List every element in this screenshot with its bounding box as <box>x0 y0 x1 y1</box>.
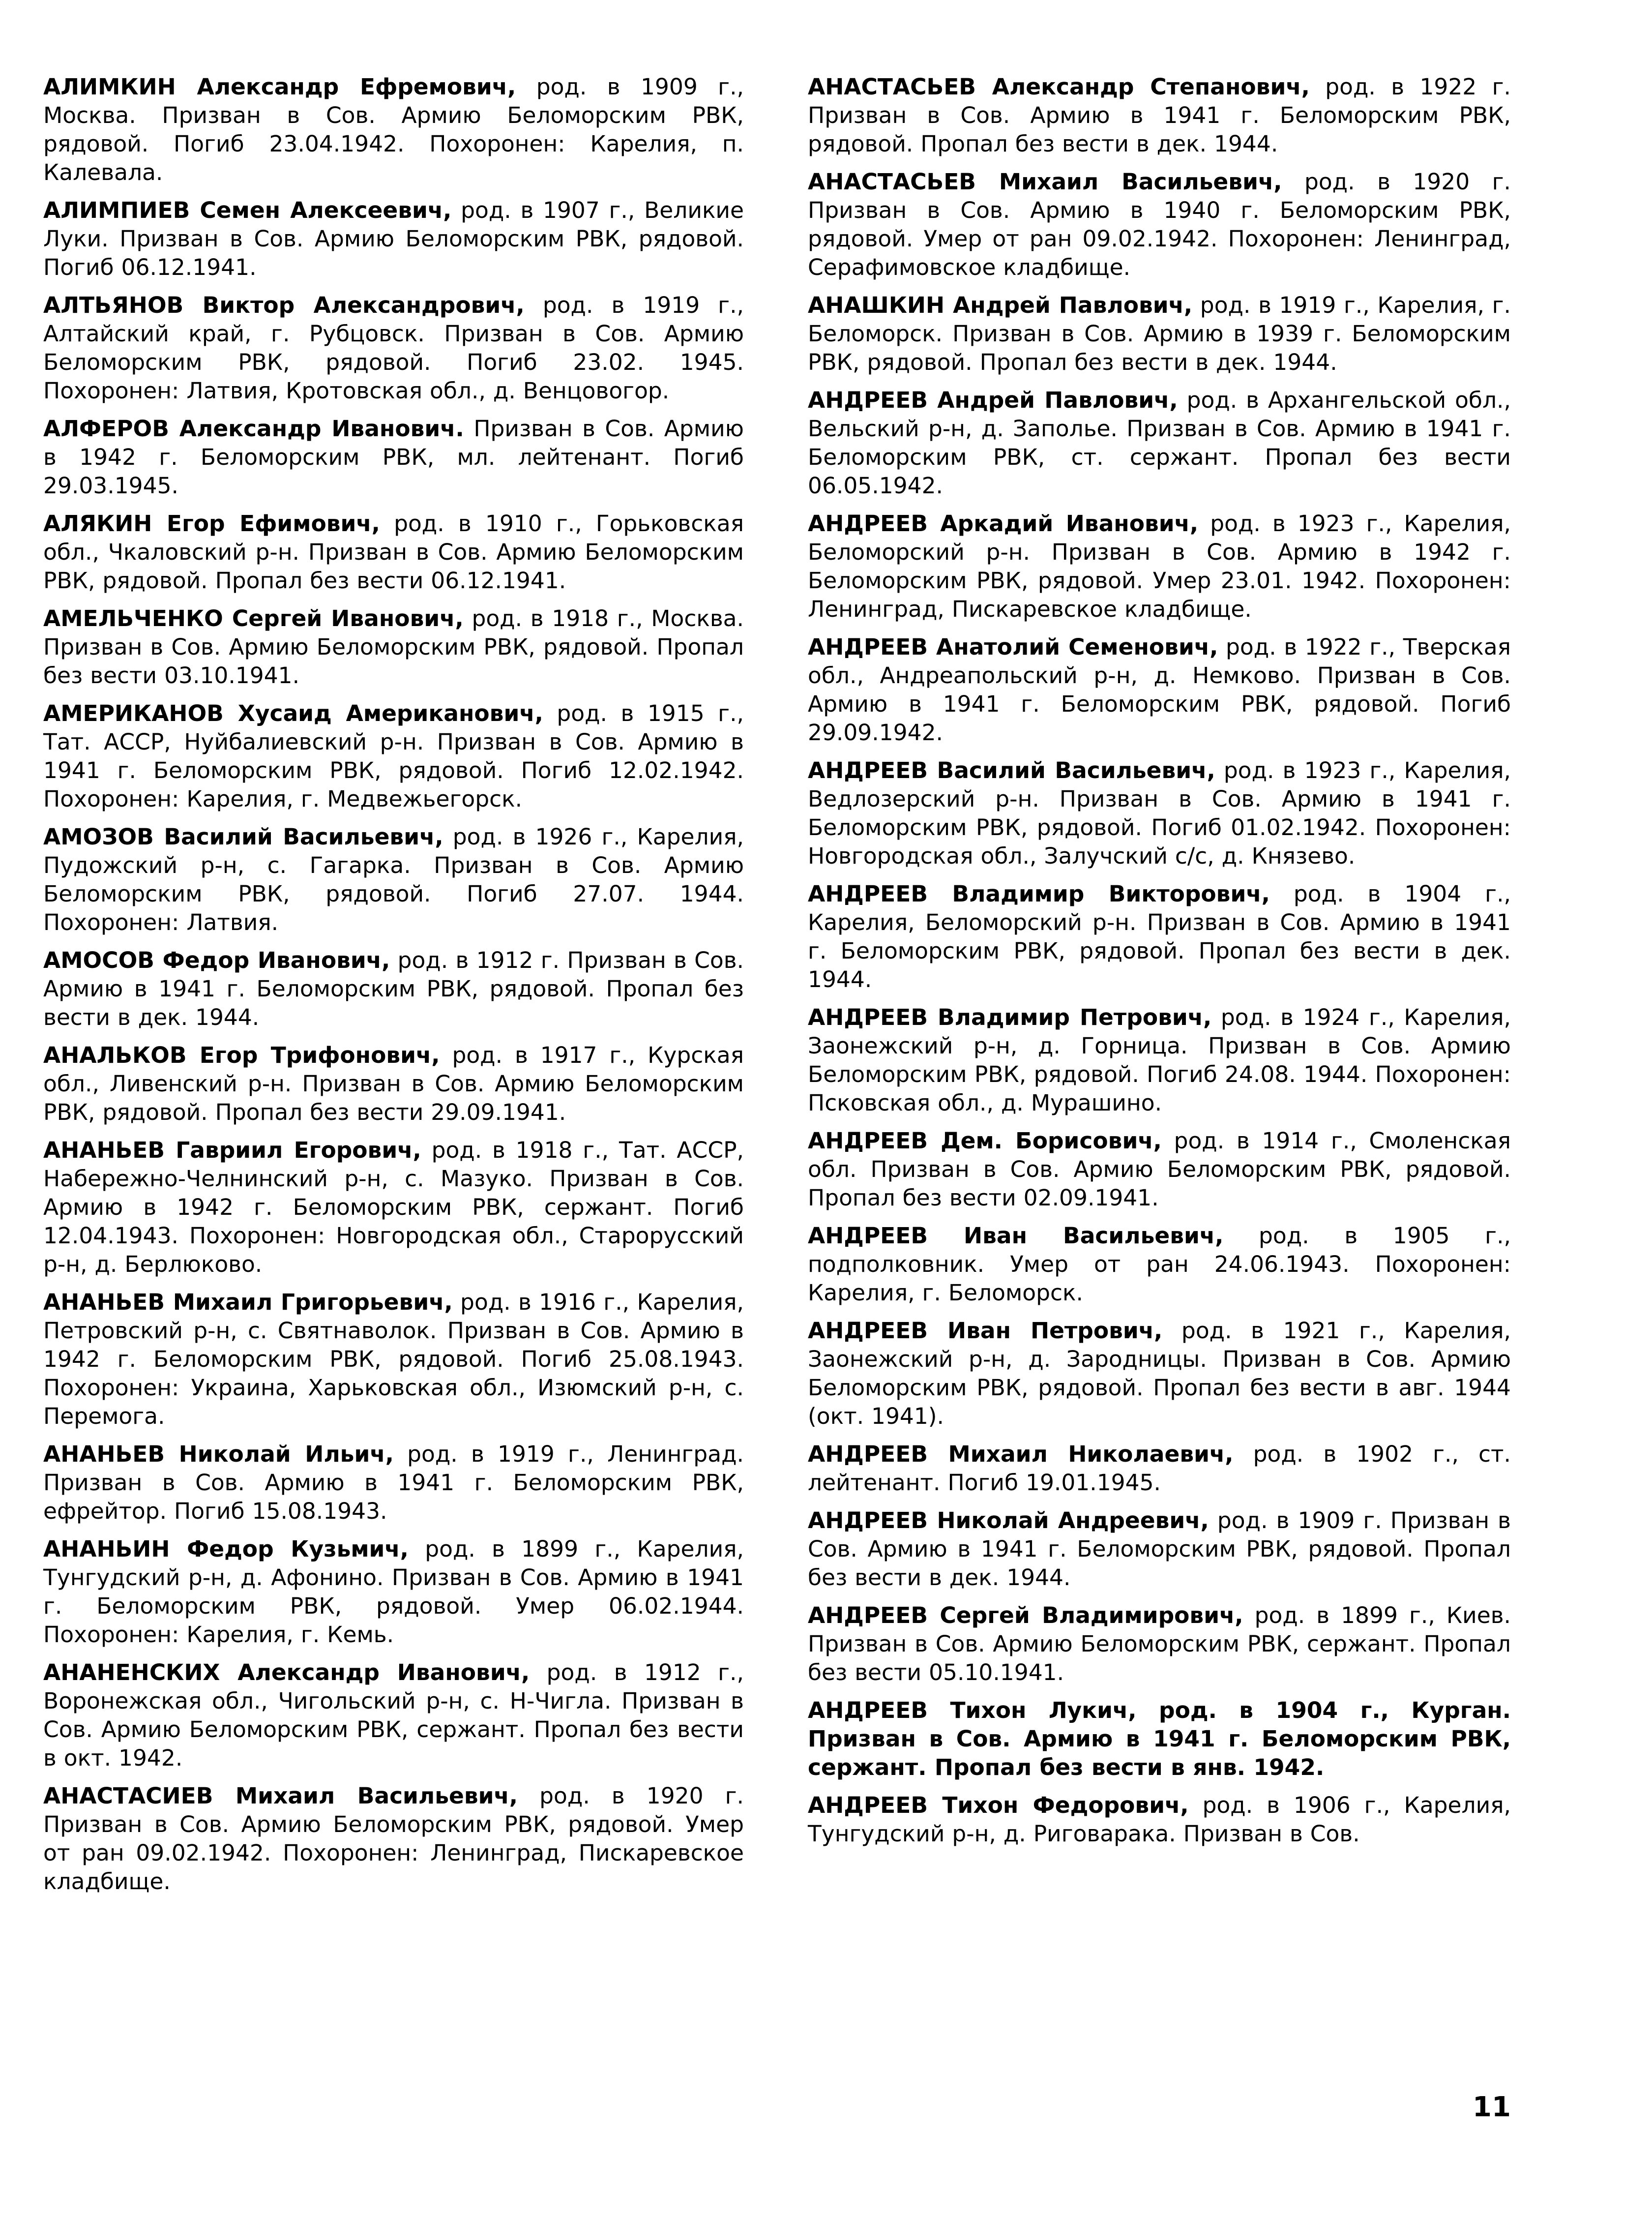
entry <box>808 1127 1511 1212</box>
entry-name: АЛФЕРОВ Александр Иванович. <box>43 416 464 442</box>
entry-name: АМЕЛЬЧЕНКО Сергей Иванович, <box>43 605 464 631</box>
right-column <box>808 73 1511 1858</box>
entry-name: АЛЯКИН Егор Ефимович, <box>43 511 380 537</box>
entry-details: род. в 1921 г., Карелия, Заонежский р-н, д. Зародницы. Призван в Сов. Армию Беломорским РВК, рядовой. Пропал без вести в авг. 1944 (окт. 1941). <box>808 1318 1511 1429</box>
entry-name: АНАСТАСЬЕВ Александр Степанович, <box>808 74 1310 100</box>
entry <box>43 1535 744 1649</box>
entry-details: род. в 1909 г., Москва. Призван в Сов. Армию Беломорским РВК, рядовой. Погиб 23.04.1942. Похоронен: Карелия, п. Калевала. <box>43 74 744 185</box>
entry <box>808 291 1511 377</box>
entry-details: род. в 1918 г., Москва. Призван в Сов. Армию Беломорским РВК, рядовой. Пропал без вести 03.10.1941. <box>43 605 744 689</box>
entry <box>808 1440 1511 1497</box>
entry-name: АНАНЬЕВ Михаил Григорьевич, <box>43 1289 453 1315</box>
entry-name: АНДРЕЕВ Андрей Павлович, <box>808 387 1178 413</box>
entry-name: АНАСТАСЬЕВ Михаил Васильевич, <box>808 169 1282 195</box>
entry-name: АНАНЬЕВ Николай Ильич, <box>43 1441 394 1467</box>
entry-name: АЛТЬЯНОВ Виктор Александрович, <box>43 292 525 318</box>
entry-name: АНАНЬЕВ Гавриил Егорович, <box>43 1137 421 1163</box>
entry-details: род. в 1923 г., Карелия, Беломорский р-н. Призван в Сов. Армию в 1942 г. Беломорским РВК, рядовой. Умер 23.01. 1942. Похоронен: Ленинград, Пискаревское кладбище. <box>808 511 1511 622</box>
left-column <box>43 73 744 1905</box>
entry <box>43 73 744 187</box>
entry-details: род. в 1926 г., Карелия, Пудожский р-н, с. Гагарка. Призван в Сов. Армию Беломорским РВК, рядовой. Погиб 27.07. 1944. Похоронен: Латвия. <box>43 824 744 935</box>
entry-name: АНАЛЬКОВ Егор Трифонович, <box>43 1042 440 1068</box>
entry <box>808 73 1511 158</box>
entry-details: род. в 1904 г., Карелия, Беломорский р-н. Призван в Сов. Армию в 1941 г. Беломорским РВК, рядовой. Пропал без вести в дек. 1944. <box>808 881 1511 992</box>
entry-name: АНДРЕЕВ Михаил Николаевич, <box>808 1441 1234 1467</box>
entry <box>808 1696 1511 1782</box>
entry <box>808 168 1511 282</box>
entry <box>43 604 744 690</box>
entry <box>43 1136 744 1279</box>
entry-name: АНДРЕЕВ Аркадий Иванович, <box>808 511 1199 537</box>
entry <box>43 415 744 500</box>
entry-name: АНДРЕЕВ Анатолий Семенович, <box>808 634 1218 660</box>
entry-details: род. в 1916 г., Карелия, Петровский р-н, с. Святнаволок. Призван в Сов. Армию в 1942 г. Беломорским РВК, рядовой. Погиб 25.08.1943. Похоронен: Украина, Харьковская обл., Изюмский р-н, с. Перемога. <box>43 1289 744 1429</box>
entry <box>808 386 1511 500</box>
entry-details: род. в 1904 г., Курган. Призван в Сов. Армию в 1941 г. Беломорским РВК, сержант. Пропал без вести в янв. 1942. <box>808 1697 1511 1780</box>
entry-details: род. в 1912 г., Воронежская обл., Чигольский р-н, с. Н-Чигла. Призван в Сов. Армию Беломорским РВК, сержант. Пропал без вести в окт. 1942. <box>43 1659 744 1771</box>
entry-details: род. в 1899 г., Киев. Призван в Сов. Армию Беломорским РВК, сержант. Пропал без вести 05.10.1941. <box>808 1602 1511 1685</box>
entry <box>808 1003 1511 1117</box>
entry-name: АНАШКИН Андрей Павлович, <box>808 292 1193 318</box>
entry-details: род. в 1906 г., Карелия, Тунгудский р-н, д. Риговарака. Призван в Сов. <box>808 1792 1511 1847</box>
entry-name: АНАНЬИН Федор Кузьмич, <box>43 1536 409 1562</box>
entry <box>808 756 1511 871</box>
entry-details: род. в 1918 г., Тат. АССР, Набережно-Челнинский р-н, с. Мазуко. Призван в Сов. Армию в 1942 г. Беломорским РВК, сержант. Погиб 12.04.1943. Похоронен: Новгородская обл., Старорусский р-н, д. Берлюково. <box>43 1137 744 1277</box>
page-number: 11 <box>1473 2091 1511 2123</box>
entry-name: АЛИМКИН Александр Ефремович, <box>43 74 516 100</box>
entry <box>43 823 744 937</box>
entry-name: АНДРЕЕВ Иван Петрович, <box>808 1318 1163 1344</box>
entry-details: род. в 1920 г. Призван в Сов. Армию в 1940 г. Беломорским РВК, рядовой. Умер от ран 09.02.1942. Похоронен: Ленинград, Серафимовское кладбище. <box>808 169 1511 280</box>
entry-details: род. в 1923 г., Карелия, Ведлозерский р-н. Призван в Сов. Армию в 1941 г. Беломорским РВК, рядовой. Погиб 01.02.1942. Похоронен: Новгородская обл., Залучский с/с, д. Князево. <box>808 757 1511 869</box>
entry-details: род. в 1909 г. Призван в Сов. Армию в 1941 г. Беломорским РВК, рядовой. Пропал без вести в дек. 1944. <box>808 1507 1511 1591</box>
entry <box>808 633 1511 747</box>
entry-details: род. в 1922 г. Призван в Сов. Армию в 1941 г. Беломорским РВК, рядовой. Пропал без вести в дек. 1944. <box>808 74 1511 157</box>
entry-details: род. в 1914 г., Смоленская обл. Призван в Сов. Армию Беломорским РВК, рядовой. Пропал без вести 02.09.1941. <box>808 1128 1511 1211</box>
entry-details: род. в 1922 г., Тверская обл., Андреапольский р-н, д. Немково. Призван в Сов. Армию в 1941 г. Беломорским РВК, рядовой. Погиб 29.09.1942. <box>808 634 1511 746</box>
entry <box>808 1506 1511 1592</box>
entry-details: род. в 1905 г., подполковник. Умер от ран 24.06.1943. Похоронен: Карелия, г. Беломорск. <box>808 1223 1511 1306</box>
entry-details: род. в 1907 г., Великие Луки. Призван в Сов. Армию Беломорским РВК, рядовой. Погиб 06.12.1941. <box>43 197 744 280</box>
entry <box>43 510 744 595</box>
entry-details: род. в 1910 г., Горьковская обл., Чкаловский р-н. Призван в Сов. Армию Беломорским РВК, рядовой. Пропал без вести 06.12.1941. <box>43 511 744 594</box>
entry-name: АМОСОВ Федор Иванович, <box>43 947 390 973</box>
entry-details: род. в 1912 г. Призван в Сов. Армию в 1941 г. Беломорским РВК, рядовой. Пропал без вести в дек. 1944. <box>43 947 744 1030</box>
entry-details: род. в Архангельской обл., Вельский р-н, д. Заполье. Призван в Сов. Армию в 1941 г. Беломорским РВК, ст. сержант. Пропал без вести 06.05.1942. <box>808 387 1511 499</box>
entry-details: род. в 1919 г., Карелия, г. Беломорск. Призван в Сов. Армию в 1939 г. Беломорским РВК, рядовой. Пропал без вести в дек. 1944. <box>808 292 1511 375</box>
entry-details: род. в 1924 г., Карелия, Заонежский р-н, д. Горница. Призван в Сов. Армию Беломорским РВК, рядовой. Погиб 24.08. 1944. Похоронен: Псковская обл., д. Мурашино. <box>808 1004 1511 1116</box>
entry-details: род. в 1902 г., ст. лейтенант. Погиб 19.01.1945. <box>808 1441 1511 1496</box>
entry <box>43 1658 744 1772</box>
entry-name: АНДРЕЕВ Тихон Лукич, <box>808 1697 1137 1723</box>
entry <box>43 1041 744 1127</box>
entry-details: род. в 1919 г., Ленинград. Призван в Сов. Армию в 1941 г. Беломорским РВК, ефрейтор. Погиб 15.08.1943. <box>43 1441 744 1524</box>
entry-name: АЛИМПИЕВ Семен Алексеевич, <box>43 197 452 223</box>
entry-details: род. в 1915 г., Тат. АССР, Нуйбалиевский р-н. Призван в Сов. Армию в 1941 г. Беломорским РВК, рядовой. Погиб 12.02.1942. Похоронен: Карелия, г. Медвежьегорск. <box>43 700 744 812</box>
entry-name: АНАНЕНСКИХ Александр Иванович, <box>43 1659 530 1685</box>
entry-details: Призван в Сов. Армию в 1942 г. Беломорским РВК, мл. лейтенант. Погиб 29.03.1945. <box>43 416 744 499</box>
entry <box>43 291 744 405</box>
entry <box>808 1222 1511 1307</box>
entry-name: АНДРЕЕВ Владимир Петрович, <box>808 1004 1212 1030</box>
entry <box>808 1791 1511 1848</box>
entry <box>808 880 1511 994</box>
entry-name: АНДРЕЕВ Сергей Владимирович, <box>808 1602 1243 1628</box>
entry <box>808 510 1511 624</box>
entry <box>43 1288 744 1431</box>
entry-name: АМЕРИКАНОВ Хусаид Американович, <box>43 700 543 726</box>
entry-name: АМОЗОВ Василий Васильевич, <box>43 824 443 850</box>
entry <box>43 946 744 1032</box>
entry <box>43 1440 744 1526</box>
entry-details: род. в 1917 г., Курская обл., Ливенский р-н. Призван в Сов. Армию Беломорским РВК, рядовой. Пропал без вести 29.09.1941. <box>43 1042 744 1125</box>
entry <box>43 196 744 282</box>
entry-name: АНДРЕЕВ Николай Андреевич, <box>808 1507 1209 1533</box>
entry-name: АНДРЕЕВ Василий Васильевич, <box>808 757 1215 783</box>
entry <box>43 699 744 813</box>
entry-name: АНАСТАСИЕВ Михаил Васильевич, <box>43 1783 518 1809</box>
entry <box>43 1782 744 1896</box>
entry-name: АНДРЕЕВ Тихон Федорович, <box>808 1792 1189 1818</box>
entry-details: род. в 1899 г., Карелия, Тунгудский р-н, д. Афонино. Призван в Сов. Армию в 1941 г. Беломорским РВК, рядовой. Умер 06.02.1944. Похоронен: Карелия, г. Кемь. <box>43 1536 744 1648</box>
entry-name: АНДРЕЕВ Дем. Борисович, <box>808 1128 1162 1154</box>
entry <box>808 1601 1511 1687</box>
entry-details: род. в 1919 г., Алтайский край, г. Рубцовск. Призван в Сов. Армию Беломорским РВК, рядовой. Погиб 23.02. 1945. Похоронен: Латвия, Кротовская обл., д. Венцовогор. <box>43 292 744 404</box>
entry <box>808 1317 1511 1431</box>
entry-details: род. в 1920 г. Призван в Сов. Армию Беломорским РВК, рядовой. Умер от ран 09.02.1942. Похоронен: Ленинград, Пискаревское кладбище. <box>43 1783 744 1894</box>
entry-name: АНДРЕЕВ Владимир Викторович, <box>808 881 1270 907</box>
entry-name: АНДРЕЕВ Иван Васильевич, <box>808 1223 1224 1249</box>
